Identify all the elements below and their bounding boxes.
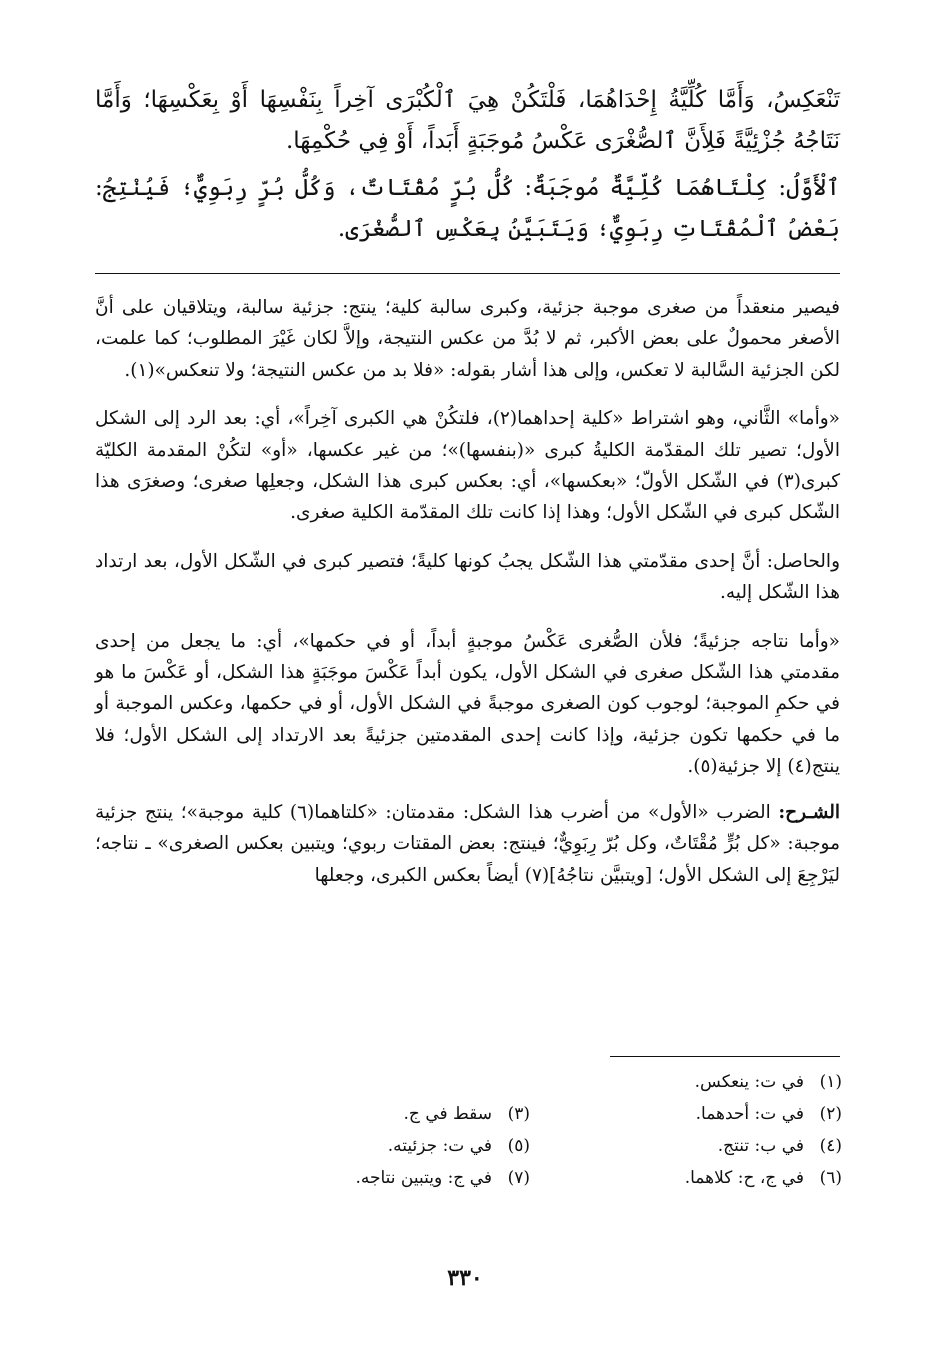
footnotes-left-column: [330, 1098, 530, 1194]
sharh-text: الضرب «الأول» من أضرب هذا الشكل: مقدمتان: «كلتاهما(٦) كلية موجبة»؛ ينتج جزئية موجبة: «كل بُرٍّ مُقْتَاتٌ، وكل بُرّ رِبَوِيٌّ؛ فينتج: بعض المقتات ربوي؛ ويتبين بعكس الصغرى» ـ نتاجه؛ ليَرْجِعَ إلى الشكل الأول؛ [ويتبيَّن نتاجُهُ](٧) أيضاً بعكس الكبرى، وجعلها: [95, 801, 840, 886]
footnote: [330, 1162, 530, 1194]
footnote-divider: [610, 1056, 840, 1057]
footnote-text: في ت: جزئيته.: [387, 1136, 492, 1156]
commentary-paragraph: «وأما نتاجه جزئيةً؛ فلأن الصُّغرى عَكْسُ موجبةٍ أبداً، أو في حكمها»، أي: ما يجعل من إحدى مقدمتي هذا الشّكل صغرى في الشكل الأول، يكون أبداً عَكْسَ موجَبَةٍ هذا الشكل، أو عَكْسَ ما هو في حكمِ الموجبة؛ لوجوب كون الصغرى موجبةً في الشكل الأول، أو في حكمها، وعكس الموجبة أو ما في حكمها تكون جزئية، وإذا كانت إحدى المقدمتين جزئيةً بعد الارتداد إلى الشكل الأول؛ فلا ينتج(٤) إلا جزئية(٥).: [95, 630, 840, 778]
matn-paragraph: تَنْعَكِسُ، وَأَمَّا كُلِّيَّةُ إِحْدَاهُمَا، فَلْتَكُنْ هِيَ ٱلْكُبْرَى آخِراً بِنَفْسِهَا أَوْ بِعَكْسِهَا؛ وَأَمَّا نَتَاجُهُ جُزْئِيَّةً فَلِأَنَّ ٱلصُّغْرَى عَكْسُ مُوجَبَةٍ أَبَداً، أَوْ فِي حُكْمِهَا.: [95, 87, 840, 154]
footnote-number: (٥): [507, 1136, 530, 1156]
footnote: [330, 1130, 530, 1162]
commentary-paragraph: والحاصل: أنَّ إحدى مقدّمتي هذا الشّكل يجبُ كونها كليةً؛ فتصير كبرى في الشّكل الأول، بعد ارتداد هذا الشّكل إليه.: [95, 550, 840, 604]
sharh-label: الشـرح:: [778, 801, 840, 823]
footnote-number: (٤): [819, 1136, 842, 1156]
commentary-text: [95, 292, 840, 905]
matn-paragraph: ٱلْأَوَّلُ: كِلْتَاهُمَا كُلِّيَّةٌ مُوجَبَةٌ: كُلُّ بُرٍّ مُقْتَاتٌ، وَكُلُّ بُرٍّ رِبَوِيٌّ؛ فَيُنْتِجُ: بَعْضُ ٱلْمُقْتَاتِ رِبَوِيٌّ؛ وَيَتَبَيَّنُ بِعَكْسِ ٱلصُّغْرَى.: [95, 175, 840, 242]
footnote-number: (٧): [507, 1168, 530, 1188]
footnote-text: في ج، ح: كلاهما.: [684, 1168, 804, 1188]
footnote-text: في ج: ويتبين نتاجه.: [355, 1168, 492, 1188]
sharh-paragraph: [95, 797, 840, 891]
footnote-number: (٣): [507, 1104, 530, 1124]
footnote-number: (٢): [819, 1104, 842, 1124]
footnote-number: (١): [819, 1072, 842, 1092]
footnote: [442, 1066, 842, 1098]
footnote: [330, 1098, 530, 1130]
footnote-text: في ت: ينعكس.: [694, 1072, 804, 1092]
page-number: ٣٣٠: [447, 1265, 483, 1291]
footnote-text: في ب: تنتج.: [717, 1136, 804, 1156]
matn-divider: [95, 273, 840, 274]
footnote-text: في ت: أحدهما.: [695, 1104, 804, 1124]
commentary-paragraph: «وأما» الثَّاني، وهو اشتراط «كلية إحداهما(٢)، فلتكُنْ هي الكبرى آخِراً»، أي: بعد الرد إلى الشكل الأول؛ تصير تلك المقدّمة الكليةُ كبرى «(بنفسها)»؛ من غير عكسها، «أو» لتكُنْ المقدمة الكليّة كبرى(٣) في الشّكل الأولّ؛ «بعكسها»، أي: بعكس كبرى هذا الشكل، وجعلِها صغرى؛ وصغرَى هذا الشّكل كبرى في الشّكل الأول؛ وهذا إذا كانت تلك المقدّمة الكلية صغرى.: [95, 408, 840, 524]
footnote-text: سقط في ج.: [403, 1104, 492, 1124]
footnote-number: (٦): [819, 1168, 842, 1188]
matn-text: [95, 80, 840, 256]
commentary-paragraph: فيصير منعقداً من صغرى موجبة جزئية، وكبرى سالبة كلية؛ ينتج: جزئية سالبة، ويتلاقيان على أنَّ الأصغر محمولٌ على بعض الأكبر، ثم لا بُدَّ من عكس النتيجة، وإلاَّ لكان غَيْرَ المطلوب؛ كما علمت، لكن الجزئية السَّالبة لا تعكس، وإلى هذا أشار بقوله: «فلا بد من عكس النتيجة؛ ولا تنعكس»(١).: [95, 297, 840, 381]
